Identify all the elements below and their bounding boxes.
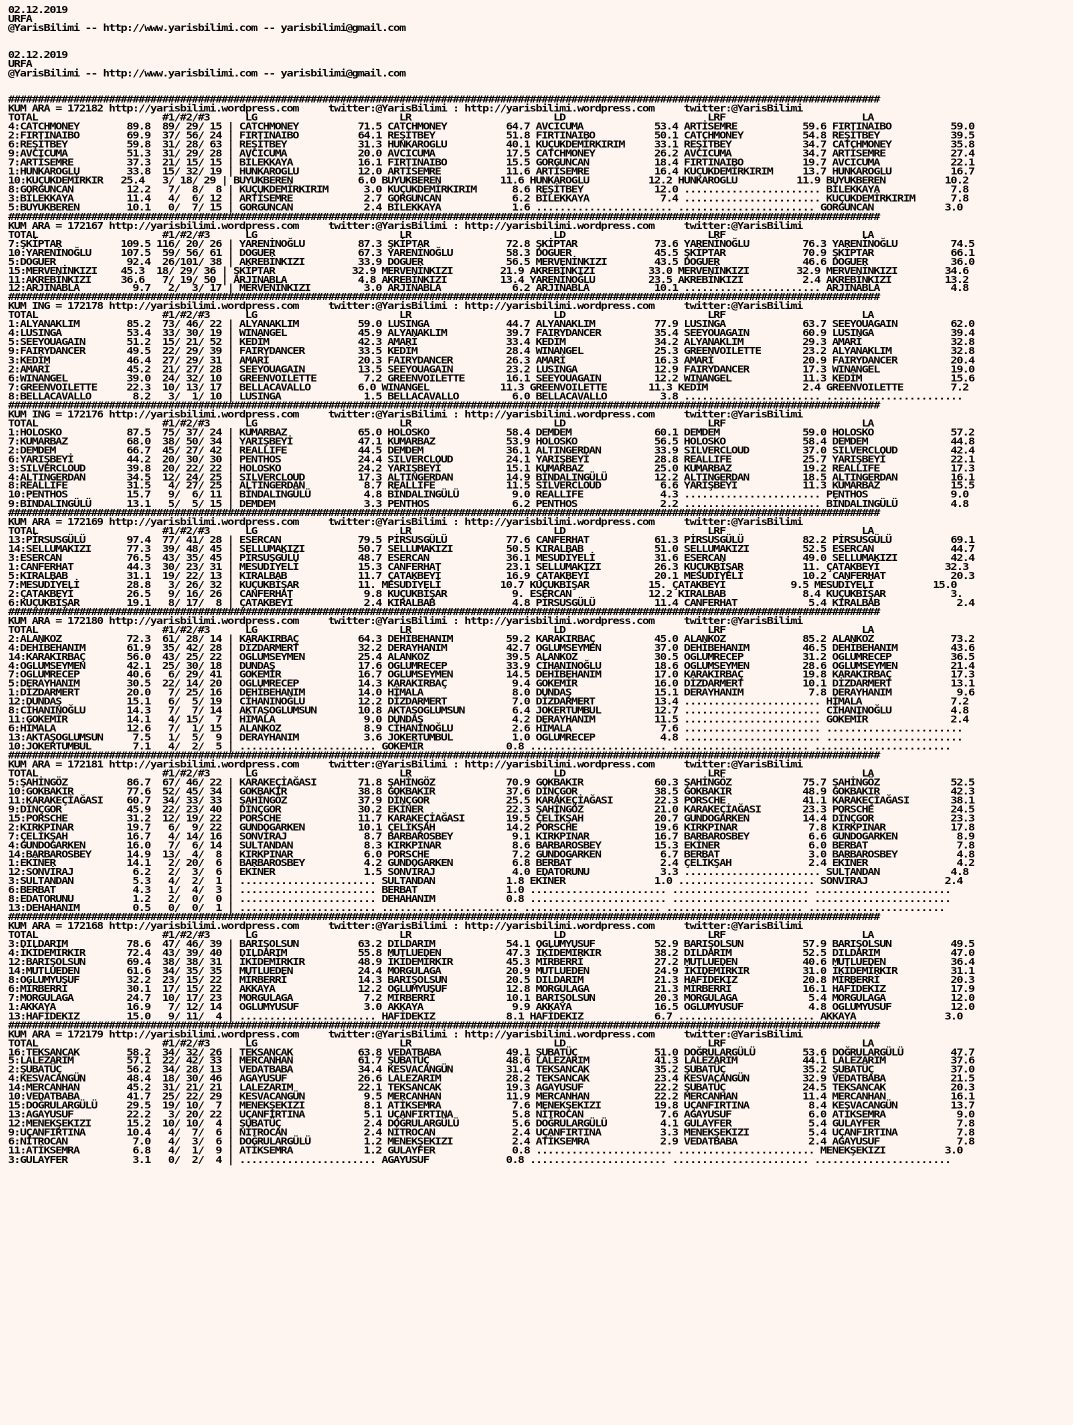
horse-row: 3:KEDİM 46.4 27/ 29/ 31 | AMARİ 20.3 FAIRYDANCER 26.3 AMARİ 16.3 AMARİ 20.9 FAIRYDANCER 20.4 <box>8 354 975 366</box>
horse-row: 2:DEMDEM 66.7 45/ 27/ 42 | REALLIFE 44.5 DEMDEM 36.1 ALTINGERDAN 33.9 SILVERCLOUD 37.0 SILVERCLOUD 42.4 <box>8 444 975 456</box>
horse-row: 5:KIRALBAB 31.1 19/ 22/ 13 | KIRALBAB 11.7 ÇATAKBEYİ 16.9 ÇATAKBEYİ 20.1 MESUDİYELİ 10.2 CANFERHAT 20.3 <box>8 569 975 582</box>
separator-line: ################################################################################################################################################### <box>8 399 880 411</box>
column-headers: TOTAL #1/#2/#3 LG LR LD LRF LA <box>8 623 874 636</box>
column-headers: TOTAL #1/#2/#3 LG LR LD LRF LA <box>8 111 874 124</box>
horse-row: 3:SULTANDAN 5.3 4/ 2/ 1 | ....................... SULTANDAN 1.8 EKİNER 1.0 ....................... SONVİRAJ 2.4 <box>8 875 963 887</box>
column-headers: TOTAL #1/#2/#3 LG LR LD LRF LA <box>8 309 874 321</box>
horse-row: 1:CANFERHAT 44.3 30/ 23/ 31 | MESUDİYELİ 15.3 CANFERHAT 23.1 SELLUMAKIZI 26.3 KUÇUKBİŞAR 11. ÇATAKBEYİ 32.3 <box>8 560 969 573</box>
horse-row: 4:ALTINGERDAN 34.5 12/ 24/ 25 | SILVERCLOUD 17.3 ALTINGERDAN 14.9 BİNDALINGÜLÜ 12.2 ALTINGERDAN 18.5 ALTINGERDAN 16.1 <box>8 471 975 483</box>
horse-row: 2:ŞUBATÜÇ 56.2 34/ 28/ 13 | VEDATBABA 34.4 KESVACANGÜN 31.4 TEKSANCAK 35.2 ŞUBATÜÇ 35.2 ŞUBATÜÇ 37.0 <box>8 1063 975 1076</box>
horse-row: 7:ARTİSEMRE 37.3 21/ 15/ 15 | BİLEKKAYA 16.1 FIRTINAIBO 15.5 GORGUNCAN 18.4 FIRTINAIBO 19.7 AVCICUMA 22.1 <box>8 156 975 169</box>
horse-row: 11:KARAKEÇİAĞASI 60.7 34/ 33/ 33 | ŞAHİNGÖZ 37.9 DİNÇGOR 25.5 KARAKEÇİAĞASI 22.3 PORSCHE 41.1 KARAKEÇİAĞASI 38.1 <box>8 794 975 806</box>
horse-row: 16:TEKSANCAK 58.2 34/ 32/ 26 | TEKSANCAK 63.8 VEDATBABA 49.1 ŞUBATÜÇ 51.0 DOĞRULARGÜLÜ 53.6 DOĞRULARGÜLÜ 47.7 <box>8 1045 975 1058</box>
horse-row: 12:MENEKŞEKIZI 15.2 10/ 10/ 4 | ŞUBATÜÇ 2.4 DOĞRULARGÜLÜ 5.6 DOĞRULARGÜLÜ 4.1 GULAYFER 5.4 GULAYFER 7.8 <box>8 1117 975 1130</box>
horse-row: 9:BİNDALINGÜLÜ 13.1 5/ 5/ 15 | DEMDEM 3.3 PENTHOS 6.2 PENTHOS 2.2 ....................... BİNDALINGÜLÜ 4.8 <box>8 498 969 510</box>
horse-row: 4:OGLUMSEYMEN 42.1 25/ 30/ 18 | DUNDAŞ 17.6 OGLUMRECEP 33.9 CİHANINOĞLU 18.6 OGLUMSEYMEN 28.6 OGLUMSEYMEN 21.4 <box>8 659 975 672</box>
horse-row: 2:ALANKOZ 72.3 61/ 28/ 14 | KARAKIRBAÇ 64.3 DEHİBEHANIM 59.2 KARAKIRBAÇ 45.0 ALANKOZ 85.2 ALANKOZ 73.2 <box>8 632 975 645</box>
horse-row: 5:ŞAHİNGÖZ 86.7 67/ 46/ 22 | KARAKEÇİAĞASI 71.8 ŞAHİNGÖZ 70.9 GOKBAKIR 60.3 ŞAHİNGÖZ 75.7 ŞAHİNGÖZ 52.5 <box>8 776 975 788</box>
horse-row: 1:ALYANAKLIM 85.2 73/ 46/ 22 | ALYANAKLIM 59.0 LUSINGA 44.7 ALYANAKLIM 77.9 LUSINGA 63.7 SEEYOUAGAIN 62.0 <box>8 318 975 330</box>
column-headers: TOTAL #1/#2/#3 LG LR LD LRF LA <box>8 417 874 429</box>
text-line: @YarisBilimi -- http://www.yarisbilimi.com -- yarisbilimi@gmail.com <box>8 66 406 79</box>
horse-row: 3:GULAYFER 3.1 0/ 2/ 4 | ....................... AGAYUSUF 0.8 ....................... ....................... ....................... <box>8 1153 951 1166</box>
horse-row: 1:EKİNER 14.1 2/ 20/ 6 | BARBAROSBEY 4.2 GUNDOGARKEN 6.8 BERBAT 2.4 ÇELİKŞAH 2.4 EKİNER 4.2 <box>8 857 975 869</box>
separator-line: ################################################################################################################################################### <box>8 291 880 303</box>
horse-row: 1:AKKAYA 16.9 7/ 12/ 14 | OGLUMYUSUF 3.0 AKKAYA 9.9 AKKAYA 16.5 OGLUMYUSUF 4.8 OGLUMYUSUF 12.0 <box>8 1001 975 1013</box>
race-header: KUM ING = 172178 http://yarisbilimi.wordpress.com twitter:@YarisBilimi : http://yarisbilimi.wordpress.com twitter:@YarisBilimi <box>8 300 803 312</box>
horse-row: 11:ATİKSEMRA 6.8 4/ 1/ 9 | ATİKSEMRA 1.2 GULAYFER 0.8 ....................... ....................... MENEKŞEKIZI 3.0 <box>8 1144 963 1157</box>
race-header: KUM ARA = 172169 http://yarisbilimi.wordpress.com twitter:@YarisBilimi : http://yarisbilimi.wordpress.com twitter:@YarisBilimi <box>8 515 803 528</box>
horse-row: 11:AKREBİNKIZI 36.6 7/ 19/ 50 | ARJINABLA 4.8 AKREBİNKIZI 13.4 YARENİNOĞLU 23.5 AKREBİNKIZI 2.4 AKREBİNKIZI 13.2 <box>8 273 969 285</box>
horse-row: 5:SEEYOUAGAIN 51.2 15/ 21/ 52 | KEDİM 42.3 AMARİ 33.4 KEDİM 34.2 ALYANAKLIM 29.3 AMARİ 32.8 <box>8 336 975 348</box>
horse-row: 6:KUÇUKBİŞAR 19.1 8/ 17/ 8 | ÇATAKBEYİ 2.4 KIRALBAB 4.8 PİRSUSGÜLÜ 11.4 CANFERHAT 5.4 KIRALBAB 2.4 <box>8 596 975 609</box>
separator-line: ################################################################################################################################################### <box>8 1018 880 1031</box>
horse-row: 6:WINANGEL 39.0 24/ 32/ 10 | GREENVOILETTE 7.2 GREENVOILETTE 16.1 SEEYOUAGAIN 12.2 WINANGEL 11.3 KEDİM 15.6 <box>8 372 975 384</box>
horse-row: 8:OGLUMYUSUF 32.2 23/ 15/ 22 | MİRBERRİ 14.3 BARIŞOLSUN 20.5 DILDARIM 21.3 HAFİDEKIZ 20.8 MİRBERRİ 20.3 <box>8 974 975 986</box>
horse-row: 13:AKTAŞOGLUMSUN 7.5 1/ 5/ 9 | DERAYHANIM 3.6 JOKERTUMBUL 1.0 OGLUMRECEP 4.8 ....................... ....................... <box>8 731 963 744</box>
text-line: @YarisBilimi -- http://www.yarisbilimi.com -- yarisbilimi@gmail.com <box>8 22 406 34</box>
text-line: URFA <box>8 57 32 70</box>
horse-row: 5:DOGUER 92.4 26/101/ 38 | AKREBİNKIZI 33.9 DOGUER 56.5 MERVENİNKIZI 43.5 DOGUER 46.6 DOGUER 36.0 <box>8 255 975 268</box>
horse-row: 7:MORGULAGA 24.7 10/ 17/ 23 | MORGULAGA 7.2 MİRBERRİ 10.1 BARIŞOLSUN 20.3 MORGULAGA 5.4 MORGULAGA 12.0 <box>8 992 975 1004</box>
horse-row: 14:MERCANHAN 45.2 31/ 21/ 21 | LALEZARIM 22.1 TEKSANCAK 19.3 AGAYUSUF 22.2 ŞUBATÜÇ 24.5 TEKSANCAK 20.3 <box>8 1081 975 1094</box>
blank-line <box>8 42 1073 51</box>
horse-row: 15:DOĞRULARGÜLÜ 29.5 19/ 10/ 7 | MENEKŞEKIZI 8.1 ATİKSEMRA 7.6 MENEKŞEKIZI 19.8 UÇANFIRTINA 8.4 KESVACANGÜN 13.7 <box>8 1099 975 1112</box>
horse-row: 12:DUNDAŞ 15.1 6/ 5/ 19 | CİHANINOĞLU 12.2 DİZDARMERT 7.0 DİZDARMERT 13.4 ....................... HİMALA 7.2 <box>8 695 969 708</box>
horse-row: 6:BERBAT 4.3 1/ 4/ 3 | ....................... BERBAT 1.0 ....................... ....................... ....................... <box>8 884 951 896</box>
horse-row: 3:ESERCAN 76.5 43/ 35/ 45 | PİRSUSGÜLÜ 48.7 ESERCAN 36.1 MESUDİYELİ 31.6 ESERCAN 49.0 SELLUMAKIZI 42.4 <box>8 551 975 564</box>
text-line: 02.12.2019 <box>8 48 68 61</box>
horse-row: 9:UÇANFIRTINA 10.4 4/ 7/ 6 | NİTROCAN 2.4 NİTROCAN 2.4 UÇANFIRTINA 3.3 MENEKŞEKIZI 5.4 UÇANFIRTINA 7.8 <box>8 1126 975 1139</box>
horse-row: 13:PİRSUSGÜLÜ 97.4 77/ 41/ 28 | ESERCAN 79.5 PİRSUSGÜLÜ 77.6 CANFERHAT 61.3 PİRSUSGÜLÜ 82.2 PİRSUSGÜLÜ 69.1 <box>8 533 975 546</box>
horse-row: 10:PENTHOS 15.7 9/ 6/ 11 | BİNDALINGÜLÜ 4.8 BİNDALINGÜLÜ 9.0 REALLIFE 4.3 ....................... PENTHOS 9.0 <box>8 489 969 501</box>
horse-row: 7:ÇELİKŞAH 16.7 4/ 14/ 16 | SONVİRAJ 8.7 BARBAROSBEY 9.1 KIRKPINAR 16.7 BARBAROSBEY 6.6 GUNDOGARKEN 8.9 <box>8 830 975 842</box>
horse-row: 7:GREENVOILETTE 22.3 10/ 13/ 17 | BELLACAVALLO 6.0 WINANGEL 11.3 GREENVOILETTE 11.3 KEDİM 2.4 GREENVOILETTE 7.2 <box>8 381 969 393</box>
horse-row: 4:CATCHMONEY 89.8 89/ 29/ 15 | CATCHMONEY 71.5 CATCHMONEY 64.7 AVCICUMA 53.4 ARTİSEMRE 59.6 FIRTINAIBO 59.0 <box>8 120 975 133</box>
horse-row: 12:ARJINABLA 9.7 2/ 3/ 17 | MERVENİNKIZI 3.0 ARJINABLA 6.2 ARJINABLA 10.1 ....................... ARJINABLA 4.8 <box>8 282 969 294</box>
horse-row: 1:HUNKAROGLU 33.8 15/ 32/ 19 | HUNKAROGLU 12.0 ARTİSEMRE 11.6 ARTİSEMRE 16.4 KUÇUKDEMİRKIRIM 13.7 HUNKAROGLU 16.7 <box>8 165 975 178</box>
horse-row: 9:AVCICUMA 51.3 31/ 29/ 28 | AVCICUMA 20.0 AVCICUMA 17.5 CATCHMONEY 26.2 AVCICUMA 34.7 ARTİSEMRE 27.4 <box>8 147 975 160</box>
race-header: KUM ARA = 172168 http://yarisbilimi.wordpress.com twitter:@YarisBilimi : http://yarisbilimi.wordpress.com twitter:@YarisBilimi <box>8 920 803 932</box>
horse-row: 8:EDATORUNU 1.2 2/ 0/ 0 | ....................... DEHAHANIM 0.8 ....................... ....................... ....................... <box>8 893 951 905</box>
horse-row: 13:AGAYUSUF 22.2 3/ 20/ 22 | UÇANFIRTINA 5.1 UÇANFIRTINA 5.8 NİTROCAN 7.6 AGAYUSUF 6.0 ATİKSEMRA 9.0 <box>8 1108 975 1121</box>
horse-row: 15:PORSCHE 31.2 12/ 19/ 22 | PORSCHE 11.7 KARAKEÇİAĞASI 19.5 ÇELİKŞAH 20.7 GUNDOGARKEN 14.4 DİNÇGOR 23.3 <box>8 812 975 824</box>
horse-row: 2:FIRTINAIBO 69.9 37/ 56/ 24 | FIRTINAIBO 64.1 REŞİTBEY 51.8 FIRTINAIBO 50.1 CATCHMONEY 54.8 REŞİTBEY 39.5 <box>8 129 975 142</box>
horse-row: 2:AMARİ 45.2 21/ 27/ 28 | SEEYOUAGAIN 13.5 SEEYOUAGAIN 23.2 LUSINGA 12.9 FAIRYDANCER 17.3 WINANGEL 19.0 <box>8 363 975 375</box>
horse-row: 11:GOKEMİR 14.1 4/ 15/ 7 | HİMALA 9.0 DUNDAŞ 4.2 DERAYHANIM 11.5 ....................... GOKEMİR 2.4 <box>8 713 969 726</box>
race-header: KUM ARA = 172182 http://yarisbilimi.wordpress.com twitter:@YarisBilimi : http://yarisbilimi.wordpress.com twitter:@YarisBilimi <box>8 102 803 115</box>
horse-row: 10:KUÇUKDEMİRKIR 25.4 3/ 18/ 29 | BUYUKBEREN 6.0 BUYUKBEREN 11.6 HUNKAROGLU 12.2 HUNKAROGLU 11.9 BUYUKBEREN 10.2 <box>8 174 969 187</box>
race-header: KUM ARA = 172167 http://yarisbilimi.wordpress.com twitter:@YarisBilimi : http://yarisbilimi.wordpress.com twitter:@YarisBilimi <box>8 219 803 232</box>
horse-row: 10:VEDATBABA 41.7 25/ 22/ 29 | KESVACANGÜN 9.5 MERCANHAN 11.9 MERCANHAN 22.2 MERCANHAN 11.4 MERCANHAN 16.1 <box>8 1090 975 1103</box>
horse-row: 7:MESUDİYELİ 28.8 3/ 26/ 32 | KUÇUKBİŞAR 11. MESUDİYELİ 10.7 KUÇUKBİŞAR 15. ÇATAKBEYİ 9.5 MESUDİYELİ 15.0 <box>8 578 957 591</box>
horse-row: 3:SILVERCLOUD 39.8 20/ 22/ 22 | HOLOSKO 24.2 YARIŞBEYİ 15.1 KUMARBAZ 25.0 KUMARBAZ 19.2 REALLIFE 17.3 <box>8 462 975 474</box>
horse-row: 14:BARBAROSBEY 14.9 13/ 4/ 8 | KIRKPINAR 6.0 PORSCHE 7.2 GUNDOGARKEN 6.7 BERBAT 3.0 BARBAROSBEY 4.8 <box>8 848 975 860</box>
separator-line: ################################################################################################################################################### <box>8 507 880 519</box>
horse-row: 10:YARENİNOĞLU 107.5 59/ 56/ 61 | DOGUER 67.3 YARENİNOĞLU 58.3 DOGUER 45.5 ŞKİPTAR 70.9 ŞKİPTAR 66.1 <box>8 246 975 259</box>
horse-row: 7:ŞKİPTAR 109.5 116/ 20/ 26 | YARENİNOĞLU 87.3 ŞKİPTAR 72.8 ŞKİPTAR 73.6 YARENİNOĞLU 76.3 YARENİNOĞLU 74.5 <box>8 237 975 250</box>
horse-row: 10:JOKERTUMBUL 7.1 4/ 2/ 5 | ....................... GOKEMİR 0.8 ....................... ....................... ....................... <box>8 740 951 753</box>
blank-line <box>8 78 1073 87</box>
horse-row: 4:KESVACANGÜN 48.4 18/ 30/ 46 | AGAYUSUF 26.6 LALEZARIM 28.2 TEKSANCAK 23.4 KESVACANGÜN 32.9 VEDATBABA 21.5 <box>8 1072 975 1085</box>
race-header: KUM ARA = 172181 http://yarisbilimi.wordpress.com twitter:@YarisBilimi : http://yarisbilimi.wordpress.com twitter:@YarisBilimi <box>8 758 803 770</box>
separator-line: ################################################################################################################################################### <box>8 93 880 106</box>
horse-row: 3:BİLEKKAYA 11.4 4/ 6/ 12 | ARTİSEMRE 2.7 GORGUNCAN 6.2 BİLEKKAYA 7.4 ....................... KUÇUKDEMİRKIRIM 7.8 <box>8 192 969 205</box>
horse-row: 1:HOLOSKO 87.5 75/ 37/ 24 | KUMARBAZ 65.0 HOLOSKO 58.4 DEMDEM 60.1 DEMDEM 59.0 HOLOSKO 57.2 <box>8 426 975 438</box>
horse-row: 6:YARIŞBEYİ 44.2 20/ 30/ 30 | PENTHOS 24.4 SILVERCLOUD 24.1 YARIŞBEYİ 28.8 REALLIFE 25.7 YARIŞBEYİ 22.1 <box>8 453 975 465</box>
horse-row: 8:CİHANINOĞLU 14.3 7/ 7/ 14 | AKTAŞOGLUMSUN 10.8 AKTAŞOGLUMSUN 6.4 JOKERTUMBUL 12.7 ....................... CİHANINOĞLU 4.8 <box>8 704 969 717</box>
horse-row: 10:GOKBAKIR 77.6 52/ 45/ 34 | GOKBAKIR 38.8 GOKBAKIR 37.6 DİNÇGOR 38.5 GOKBAKIR 48.9 GOKBAKIR 42.3 <box>8 785 975 797</box>
separator-line: ################################################################################################################################################### <box>8 210 880 223</box>
horse-row: 1:DİZDARMERT 20.0 7/ 25/ 16 | DEHİBEHANIM 14.0 HİMALA 8.0 DUNDAŞ 15.1 DERAYHANIM 7.8 DERAYHANIM 9.6 <box>8 686 975 699</box>
horse-row: 4:GUNDOGARKEN 16.0 7/ 6/ 14 | SULTANDAN 8.3 KIRKPINAR 8.6 BARBAROSBEY 15.3 EKİNER 6.0 BERBAT 7.8 <box>8 839 975 851</box>
horse-row: 14:KARAKIRBAÇ 56.0 43/ 25/ 22 | OGLUMSEYMEN 25.4 ALANKOZ 39.5 ALANKOZ 30.5 OGLUMRECEP 31.2 OGLUMRECEP 36.5 <box>8 650 975 663</box>
separator-line: ################################################################################################################################################### <box>8 605 880 618</box>
blank-line <box>8 33 1073 42</box>
horse-row: 6:HİMALA 12.6 7/ 1/ 15 | ALANKOZ 8.9 CİHANINOĞLU 2.6 HİMALA 7.6 ....................... ....................... <box>8 722 963 735</box>
horse-row: 5:BUYUKBEREN 10.1 0/ 7/ 15 | GORGUNCAN 2.4 BİLEKKAYA 1.6 ....................... ....................... GORGUNCAN 3.0 <box>8 201 963 214</box>
horse-row: 9:FAIRYDANCER 49.5 22/ 29/ 39 | FAIRYDANCER 33.5 KEDİM 28.4 WINANGEL 25.3 GREENVOILETTE 23.2 ALYANAKLIM 32.8 <box>8 345 975 357</box>
horse-row: 3:DILDARIM 78.6 47/ 46/ 39 | BARIŞOLSUN 63.2 DILDARIM 54.1 OGLUMYUSUF 52.9 BARIŞOLSUN 57.9 BARIŞOLSUN 49.5 <box>8 938 975 950</box>
horse-row: 12:BARIŞOLSUN 69.4 38/ 38/ 31 | İKİDEMİRKIR 48.9 İKİDEMİRKIR 45.3 MİRBERRİ 27.2 MUTLUEDEN 40.6 MUTLUEDEN 36.4 <box>8 956 975 968</box>
race-header: KUM ARA = 172180 http://yarisbilimi.wordpress.com twitter:@YarisBilimi : http://yarisbilimi.wordpress.com twitter:@YarisBilimi <box>8 614 803 627</box>
horse-row: 9:DİNÇGOR 45.9 22/ 23/ 40 | DİNÇGOR 30.2 EKİNER 22.3 ŞAHİNGÖZ 21.0 KARAKEÇİAĞASI 23.3 PORSCHE 24.5 <box>8 803 975 815</box>
separator-line: ################################################################################################################################################### <box>8 911 880 923</box>
column-headers: TOTAL #1/#2/#3 LG LR LD LRF LA <box>8 524 874 537</box>
horse-row: 13:DEHAHANIM 0.5 0/ 0/ 1 | ....................... ....................... ....................... ....................... ....................... <box>8 902 945 914</box>
horse-row: 4:İKİDEMİRKIR 72.4 43/ 39/ 40 | DILDARIM 55.8 MUTLUEDEN 47.3 İKİDEMİRKIR 38.2 DILDARIM 52.5 DILDARIM 47.0 <box>8 947 975 959</box>
text-line: URFA <box>8 13 32 25</box>
race-header: KUM ING = 172176 http://yarisbilimi.wordpress.com twitter:@YarisBilimi : http://yarisbilimi.wordpress.com twitter:@YarisBilimi <box>8 408 803 420</box>
horse-row: 2:ÇATAKBEYİ 26.5 9/ 16/ 26 | CANFERHAT 9.8 KUÇUKBİŞAR 9. ESERCAN 12.2 KIRALBAB 8.4 KUÇUKBİŞAR 3. <box>8 587 963 600</box>
horse-row: 7:OGLUMRECEP 40.6 6/ 29/ 41 | GOKEMİR 16.7 OGLUMSEYMEN 14.5 DEHİBEHANIM 17.0 KARAKIRBAÇ 19.8 KARAKIRBAÇ 17.3 <box>8 668 975 681</box>
horse-row: 14:MUTLUEDEN 61.6 34/ 35/ 35 | MUTLUEDEN 24.4 MORGULAGA 20.9 MUTLUEDEN 24.9 İKİDEMİRKIR 31.0 İKİDEMİRKIR 31.1 <box>8 965 975 977</box>
column-headers: TOTAL #1/#2/#3 LG LR LD LRF LA <box>8 767 874 779</box>
horse-row: 7:KUMARBAZ 68.0 38/ 50/ 34 | YARIŞBEYİ 47.1 KUMARBAZ 53.9 HOLOSKO 56.5 HOLOSKO 58.4 DEMDEM 44.8 <box>8 435 975 447</box>
horse-row: 12:SONVİRAJ 6.2 2/ 3/ 6 | EKİNER 1.5 SONVİRAJ 4.0 EDATORUNU 3.3 ....................... SULTANDAN 4.8 <box>8 866 969 878</box>
horse-row: 2:KIRKPINAR 19.7 6/ 9/ 22 | GUNDOGARKEN 10.1 ÇELİKŞAH 14.2 PORSCHE 19.6 KIRKPINAR 7.8 KIRKPINAR 17.8 <box>8 821 975 833</box>
horse-row: 8:GORGUNCAN 12.2 7/ 8/ 8 | KUÇUKDEMİRKIRIM 3.0 KUÇUKDEMİRKIRIM 8.6 REŞİTBEY 12.0 ....................... BİLEKKAYA 7.8 <box>8 183 969 196</box>
horse-row: 6:REŞİTBEY 59.8 31/ 28/ 63 | REŞİTBEY 31.3 HUNKAROGLU 40.1 KUÇUKDEMİRKIRIM 33.1 REŞİTBEY 34.7 CATCHMONEY 35.8 <box>8 138 975 151</box>
column-headers: TOTAL #1/#2/#3 LG LR LD LRF LA <box>8 929 874 941</box>
race-header: KUM ARA = 172179 http://yarisbilimi.wordpress.com twitter:@YarisBilimi : http://yarisbilimi.wordpress.com twitter:@YarisBilimi <box>8 1027 803 1040</box>
horse-row: 5:LALEZARIM 57.1 22/ 42/ 33 | MERCANHAN 61.7 ŞUBATÜÇ 48.6 LALEZARIM 41.3 LALEZARIM 44.1 LALEZARIM 37.6 <box>8 1054 975 1067</box>
column-headers: TOTAL #1/#2/#3 LG LR LD LRF LA <box>8 1036 874 1049</box>
horse-row: 4:LUSINGA 53.4 33/ 30/ 19 | WINANGEL 45.9 ALYANAKLIM 39.7 FAIRYDANCER 35.4 SEEYOUAGAIN 60.9 LUSINGA 39.4 <box>8 327 975 339</box>
text-line: 02.12.2019 <box>8 4 68 16</box>
horse-row: 4:DEHİBEHANIM 61.9 35/ 42/ 28 | DİZDARMERT 32.2 DERAYHANIM 42.7 OGLUMSEYMEN 37.0 DEHİBEHANIM 46.5 DEHİBEHANIM 43.6 <box>8 641 975 654</box>
horse-row: 13:HAFİDEKIZ 15.0 9/ 11/ 4 | ....................... HAFİDEKIZ 8.1 HAFİDEKIZ 6.7 ....................... AKKAYA 3.0 <box>8 1009 963 1022</box>
horse-row: 15:MERVENİNKIZI 45.3 18/ 29/ 36 | ŞKİPTAR 32.9 MERVENİNKIZI 21.9 AKREBİNKIZI 33.0 MERVENİNKIZI 32.9 MERVENİNKIZI 34.6 <box>8 264 969 276</box>
horse-row: 6:MİRBERRİ 30.1 17/ 15/ 22 | AKKAYA 12.2 OGLUMYUSUF 12.8 MORGULAGA 21.3 MİRBERRİ 16.1 HAFİDEKIZ 17.9 <box>8 983 975 995</box>
separator-line: ################################################################################################################################################### <box>8 749 880 761</box>
horse-row: 6:NİTROCAN 7.0 4/ 3/ 6 | DOĞRULARGÜLÜ 1.2 MENEKŞEKIZI 2.4 ATİKSEMRA 2.9 VEDATBABA 2.4 AGAYUSUF 7.8 <box>8 1135 975 1148</box>
horse-row: 14:SELLUMAKIZI 77.3 39/ 48/ 45 | SELLUMAKIZI 50.7 SELLUMAKIZI 50.5 KIRALBAB 51.0 SELLUMAKIZI 52.5 ESERCAN 44.7 <box>8 542 975 555</box>
horse-row: 5:DERAYHANIM 30.5 22/ 14/ 20 | OGLUMRECEP 14.3 KARAKIRBAÇ 9.4 GOKEMİR 16.0 DİZDARMERT 10.1 DİZDARMERT 13.1 <box>8 677 975 690</box>
horse-row: 8:BELLACAVALLO 8.2 3/ 1/ 10 | LUSINGA 1.5 BELLACAVALLO 6.0 BELLACAVALLO 3.8 ....................... ....................... <box>8 390 963 402</box>
horse-row: 8:REALLIFE 31.5 4/ 27/ 25 | ALTINGERDAN 8.7 REALLIFE 11.5 SILVERCLOUD 6.6 YARIŞBEYİ 11.3 KUMARBAZ 15.5 <box>8 480 975 492</box>
column-headers: TOTAL #1/#2/#3 LG LR LD LRF LA <box>8 228 874 241</box>
